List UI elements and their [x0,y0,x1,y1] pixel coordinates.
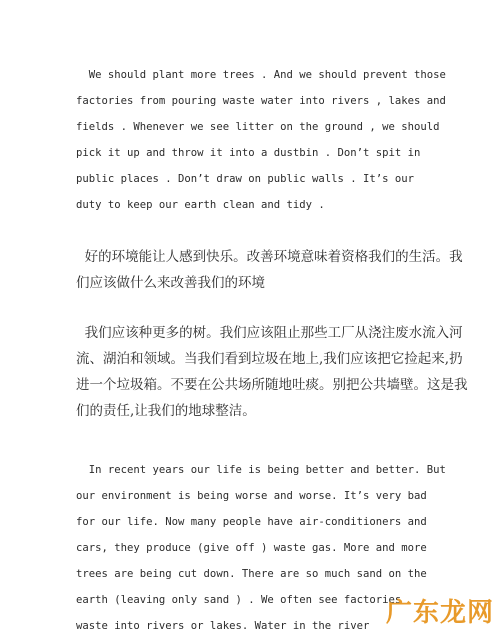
text-line: 们应该做什么来改善我们的环境 [76,275,265,291]
text-line: 好的环境能让人感到快乐。改善环境意味着资格我们的生活。我 [76,249,463,265]
text-line: 流、湖泊和领域。当我们看到垃圾在地上,我们应该把它捡起来,扔 [76,351,463,367]
paragraph-chinese-1 [76,244,463,296]
text-line: our environment is being worse and worse. It’s very bad [76,490,427,502]
text-line: trees are being cut down. There are so much sand on the [76,568,427,580]
text-line: We should plant more trees . And we should prevent those [76,69,446,81]
text-line: factories from pouring waste water into rivers , lakes and [76,95,446,107]
text-line: 进一个垃圾箱。不要在公共场所随地吐痰。别把公共墙壁。这是我 [76,377,468,393]
text-line: for our life. Now many people have air-conditioners and [76,516,427,528]
text-line: In recent years our life is being better and better. But [76,464,446,476]
text-line: 我们应该种更多的树。我们应该阻止那些工厂从浇注废水流入河 [76,325,463,341]
watermark-text: 广东龙网 [385,597,494,628]
text-line: public places . Don’t draw on public walls . It’s our [76,173,415,185]
text-line: fields . Whenever we see litter on the ground , we should [76,121,440,133]
text-line: pick it up and throw it into a dustbin . Don’t spit in [76,147,421,159]
paragraph-english-1 [76,62,446,218]
text-line: waste into rivers or lakes. Water in the river [76,620,370,632]
paragraph-chinese-2 [76,320,468,424]
text-line: earth (leaving only sand ) . We often see factories [76,594,402,606]
text-line: cars, they produce (give off ) waste gas. More and more [76,542,427,554]
site-watermark [386,593,494,627]
text-line: 们的责任,让我们的地球整洁。 [76,403,256,419]
text-line: duty to keep our earth clean and tidy . [76,199,325,211]
